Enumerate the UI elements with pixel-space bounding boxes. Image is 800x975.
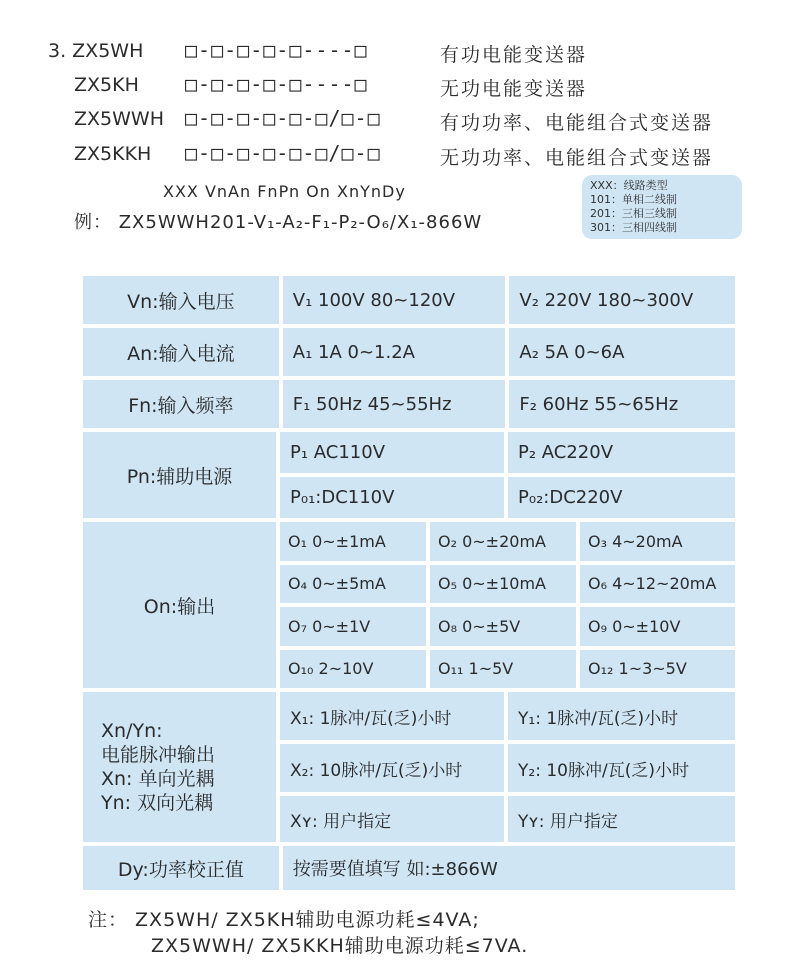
- pulse-row: [280, 744, 735, 796]
- aux-power-dc: [280, 477, 735, 518]
- pulse-row: [280, 692, 735, 744]
- spec-table: [83, 276, 735, 890]
- an-option: A₂ 5A 0~6A: [509, 328, 735, 376]
- on-option: O₄ 0~±5mA: [280, 565, 430, 604]
- on-option: O₇ 0~±1V: [280, 607, 430, 646]
- code-boxes: □-□-□-□-□----□: [185, 38, 368, 62]
- fn-option: F₁ 50Hz 45~55Hz: [283, 380, 510, 428]
- label-output: On:输出: [83, 522, 280, 688]
- model-desc: 无功功率、电能组合式变送器: [440, 147, 714, 169]
- on-option: O₈ 0~±5V: [430, 607, 580, 646]
- model-zx5kh: ZX5KH: [74, 74, 139, 96]
- example-code: 例： ZX5WWH201-V₁-A₂-F₁-P₂-O₆/X₁-866W: [74, 212, 483, 233]
- row-output: [83, 522, 735, 692]
- row-input-voltage: [83, 276, 735, 328]
- label-input-frequency: Fn:输入频率: [83, 380, 283, 428]
- code-labels: XXX VnAn FnPn On XnYnDy: [163, 182, 406, 201]
- aux-power-ac: [280, 432, 735, 477]
- output-row: [280, 522, 735, 565]
- pn-option: P₂ AC220V: [508, 432, 735, 473]
- xy-option: Xʏ: 用户指定: [280, 796, 508, 842]
- pn-option: P₁ AC110V: [280, 432, 508, 473]
- label-input-voltage: Vn:输入电压: [83, 276, 283, 324]
- code-boxes: □-□-□-□-□-□/□-□: [185, 141, 381, 165]
- vn-option: V₁ 100V 80~120V: [283, 276, 510, 324]
- xy-option: Y₂: 10脉冲/瓦(乏)小时: [508, 744, 735, 792]
- an-option: A₁ 1A 0~1.2A: [283, 328, 510, 376]
- on-option: O₂ 0~±20mA: [430, 522, 580, 561]
- xy-option: Y₁: 1脉冲/瓦(乏)小时: [508, 692, 735, 740]
- row-pulse-output: [83, 692, 735, 846]
- on-option: O₁₀ 2~10V: [280, 650, 430, 689]
- on-option: O₅ 0~±10mA: [430, 565, 580, 604]
- model-zx5kkh: ZX5KKH: [74, 143, 152, 165]
- pulse-label-line: Xn: 单向光耦: [101, 768, 215, 790]
- model-desc: 有功功率、电能组合式变送器: [440, 112, 714, 134]
- code-boxes: □-□-□-□-□----□: [185, 72, 368, 96]
- pulse-label-line: 电能脉冲输出: [101, 744, 216, 766]
- output-row: [280, 607, 735, 650]
- model-desc: 无功电能变送器: [440, 78, 588, 100]
- label-power-correction: Dy:功率校正值: [83, 846, 283, 890]
- output-row: [280, 650, 735, 689]
- on-option: O₆ 4~12~20mA: [580, 565, 735, 604]
- output-options: [280, 522, 735, 688]
- output-row: [280, 565, 735, 608]
- pulse-row: [280, 796, 735, 842]
- row-aux-power: [83, 432, 735, 522]
- on-option: O₁ 0~±1mA: [280, 522, 430, 561]
- on-option: O₁₂ 1~3~5V: [580, 650, 735, 689]
- row-power-correction: [83, 846, 735, 890]
- model-zx5wwh: ZX5WWH: [74, 108, 164, 130]
- pn-option: P₀₁:DC110V: [280, 477, 508, 518]
- legend-item: 101：单相二线制: [590, 193, 677, 206]
- note-line: ZX5WWH/ ZX5KKH辅助电源功耗≤7VA.: [151, 935, 529, 957]
- row-input-current: [83, 328, 735, 380]
- dy-value: 按需要值填写 如:±866W: [283, 846, 735, 890]
- xy-option: Yʏ: 用户指定: [508, 796, 735, 842]
- on-option: O₁₁ 1~5V: [430, 650, 580, 689]
- model-desc: 有功电能变送器: [440, 44, 588, 66]
- legend-item: 301：三相四线制: [590, 221, 677, 234]
- row-input-frequency: [83, 380, 735, 432]
- pulse-options: [280, 692, 735, 842]
- fn-option: F₂ 60Hz 55~65Hz: [509, 380, 735, 428]
- pulse-label-line: Xn/Yn:: [101, 720, 163, 742]
- vn-option: V₂ 220V 180~300V: [509, 276, 735, 324]
- legend-item: 201：三相三线制: [590, 207, 677, 220]
- label-aux-power: Pn:辅助电源: [83, 432, 280, 518]
- note-line: 注： ZX5WH/ ZX5KH辅助电源功耗≤4VA;: [88, 909, 480, 931]
- line-type-legend: [582, 175, 742, 239]
- label-pulse-output: [83, 692, 280, 842]
- on-option: O₃ 4~20mA: [580, 522, 735, 561]
- pulse-label-line: Yn: 双向光耦: [101, 792, 214, 814]
- on-option: O₉ 0~±10V: [580, 607, 735, 646]
- code-boxes: □-□-□-□-□-□/□-□: [185, 106, 381, 130]
- pn-option: P₀₂:DC220V: [508, 477, 735, 518]
- xy-option: X₂: 10脉冲/瓦(乏)小时: [280, 744, 508, 792]
- xy-option: X₁: 1脉冲/瓦(乏)小时: [280, 692, 508, 740]
- legend-item: XXX：线路类型: [590, 179, 668, 192]
- aux-power-options: [280, 432, 735, 518]
- model-zx5wh: 3. ZX5WH: [48, 40, 144, 62]
- label-input-current: An:输入电流: [83, 328, 283, 376]
